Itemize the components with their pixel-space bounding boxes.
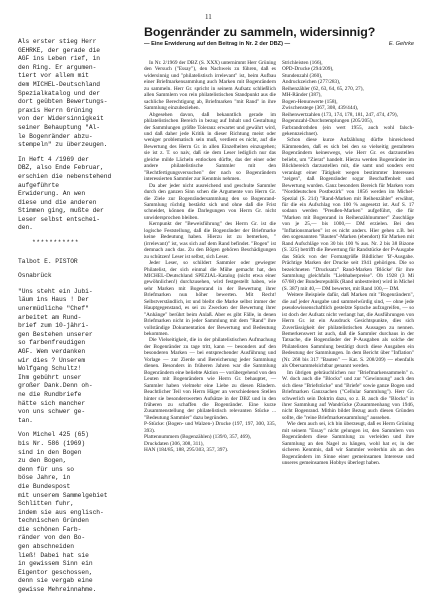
typed-line: Stimmen ging, mußte der [18, 207, 104, 215]
typed-line: technischen Gründen [18, 517, 89, 525]
typed-line: GEHRKE, der gerade die [18, 46, 101, 54]
list-item: MH-Ränder (387), [282, 92, 322, 99]
article-paragraph: In Nr. 2/1969 der DBZ (S. XXX) unternimmt Herr Grüning den Versuch ("Essay"), den Nachweis zu führen, daß es widersinnig und "philatelistisch irrelevant" ist, beim Aufbau einer Briefmarkensammlung auch Marken mit Bogenrändern zu sammeln. Herr Gr. spricht in seinem Aufsatz schließlich allen Sammlern von rein philatelistischen Standpunkt aus die sachliche Berechtigung ab, Briefmarken "mit Rand" in ihre Sammlung einzubeziehen. [144, 60, 276, 112]
article-paragraph: Abgesehen davon, daß bekanntlich gerade im philatelistischen Bereich in bezug auf Inhalt und Gestaltung der Sammlungen größte Toleranz erwartet und gewährt wird, und daß daher jede Kritik in dieser Richtung meist oder weniger problematisch sein muß, verdient es nicht, auf die Bewertung des Herrn Gr. in allen Einzelheiten einzugehen; sie ist z. T. so naiv, daß sie dem Leser lediglich nur das gleiche milde Lächeln entlocken dürfte, das der einer oder andere philatelistische Sammler mit den "Rechtfertigungsversuchen" der nach so Bogenrändern interessierten Sammler zur Kenntnis nehmen. [144, 111, 276, 183]
article-paragraph: Da aber jeder nicht ausreichend und geschulte Sammler durch den ganzen Sinn schen die Argumente von Herrn Gr. die Ziele zur Bogenrändersammlung den so Bogenrand-Sammlung rüchtig bestärkt sich und ohne daß die Frist schneidet, können die Darlegungen von Herrn Gr. nicht unwidersprochen bleiben. [144, 182, 276, 221]
typed-line: indem sie aus englisch- [18, 508, 104, 516]
list-item: Plattennummern (Bogenzählen) (139/0, 357, 469), [144, 434, 251, 441]
typed-line: hätte sich mancher [18, 399, 86, 407]
article-subtitle: — Eine Erwiderung auf den Beitrag in Nr. 2 der DBZ) — [144, 41, 291, 47]
typed-line: ließ! Dabei hat sie [18, 551, 89, 559]
list-item: Bogen-Henunwerte (158), [282, 98, 338, 105]
separator-stars: *********** [32, 239, 80, 247]
letter-heft-note [18, 156, 136, 233]
typed-line: wir dies ? Unserem [18, 356, 86, 364]
article-byline: E. Gehrke [388, 41, 414, 47]
article-paragraph: Die Vielseitigkeit, die in der philatelistischen Aufmachung der Bogenränder zu tage tritt, kann — besonders auf den besonderen Marken — bei entsprechender Ausführung und Vorlage — zur Zierde und Bereicherung jeder Sammlung dienen. Besonders in früheren Jahren war die Sammlung Bogenrändern eine beliebte Aktion — vorübergehend von den Leuten mit Bogenrändern wie Herrn Gr. behauptet, — Sammler haben vielmehr eine Liebe zu diesen Rändern. Beachtlicher Teil von Herrn Häger an verschiedenen Stellen hinter sie besonderswerten Aufsätze in der DBZ und in den früheren zu schaffen die Bogenränder. Eine kurze Zusammenstellung der philatelistisch relevanten Stücke ... "Bedeutung Sammler" dazu begründen. [144, 337, 276, 421]
article-subline [144, 41, 414, 47]
typed-line: tan. [18, 416, 33, 424]
author-name: Talbot E. PISTOR [18, 257, 78, 265]
typed-line: aufgeführte [18, 181, 60, 189]
typed-line: AGF. Wem verdanken [18, 348, 86, 355]
typed-line: die schönen Farb- [18, 525, 82, 533]
list-item: OPD-Drucke (294/209), [282, 66, 334, 73]
article-column-1 [144, 60, 276, 467]
typed-line: denn sie vergab eine [18, 577, 93, 585]
typed-line: "Uns steht ein Jubi- [18, 287, 93, 295]
page-number: 11 [205, 13, 212, 21]
typed-line: arbeitet am Rund- [18, 313, 82, 321]
typed-line: praxis Herrn Grüning [18, 106, 93, 114]
typed-line: in gewissem Sinn ein [18, 560, 93, 568]
typed-line: tiert vor allem mit [18, 72, 89, 80]
typed-line: zu den Bogen, [18, 457, 67, 465]
typed-line: gen abschneiden [18, 543, 74, 551]
typed-line: Von Michel 425 (65) [18, 431, 89, 439]
article [144, 25, 414, 467]
article-paragraph: Jeder Leser, so schildert Sammler oder gewiegter Philatelist, der sich einmal die Mühe gemacht hat, den MICHEL-Deutschland SPEZIAL-Katalog (nicht etwa einer gewöhnlichen!) durchzusehen, wird festgestellt haben, wie sehr Marken mit Bogenrand in der Bewertung ihrer Briefmarken nun höher bewerten. Mit Recht! Selbstverständlich, ist und bleibt die Marke selbst immer der Hauptgegenstand, es sei zu Zwecken der Bewertung ihrer "Anhänge" berührt beim Anlaß. Aber es gibt Fälle, in denen Briefmarken nicht in jeder Sammlung mit dem "Rand" ihre vollständige Dokumentation der Bewertung und Bedeutung bekommen. [144, 260, 276, 338]
typed-line: stempeln" zu überzeugen. [18, 141, 108, 149]
typed-line: seiner Behauptung "Al- [18, 123, 101, 131]
typed-line: dem MICHEL-Deutschland [18, 80, 101, 88]
typed-line: sind in den Bogen [18, 448, 82, 456]
typed-line: großer Dank.Denn oh- [18, 382, 93, 390]
author-city: Osnabrück [18, 272, 52, 280]
typed-line: bis Nr. 586 (1969) [18, 439, 86, 447]
list-item: Bogennzahl-Durchstemplungen (205/205), [282, 118, 373, 125]
typed-line: ne die Rundbriefe [18, 390, 82, 398]
typed-line: mit unserem Sammelgebiet [18, 491, 108, 499]
typed-line: diese und die anderen [18, 198, 97, 206]
closing-paragraph [18, 431, 136, 594]
typed-line: böse Jahre, in [18, 474, 71, 482]
typed-line: den. [18, 224, 33, 232]
jubilee-quote [18, 288, 136, 426]
article-paragraph: Kernpunkt der "Beweisführung" des Herrn Gr. ist die logische Feststellung, daß die Bogenränder der Briefmarke keine Bedeutung haben. Hierzu ist zu bemerken, "(irrelevant)" ist, was sich auf dem Rand befindet. "Bogen" ist demnach auch das. Zu den Bögen gehören Beschädigungen zu schützen! Leser ist selbst, sich Leser. [144, 221, 276, 260]
letter-intro [18, 38, 136, 150]
article-paragraph: Im übrigen gebräuchlichen nur "Briefmarkensammeln" n. W. doch auch die "Blocks" und zur "Gewinnung" auch den sich diese "Briefstücke" und "Briefe" sowie ganze Bogen und Briefmarken Ganzsachen ("Cellular Sammlung"). Herr Gr. schwerlich sein Doktrin dazu, so z. B. auch die "Blocks" in ihrer Sammlung auf Wandrücke (Zusammenhang von 1946, nicht Bogenrand. Mithin bildet Bezug auch diesen Gründen sollte, die "reine Briefmarkensammlung" aussehen. [282, 369, 414, 421]
typed-line: von der Widersinnigkeit [18, 115, 104, 123]
typed-line: von uns schwer ge- [18, 408, 86, 416]
typed-line: AGF ins Leben rief, in [18, 55, 101, 63]
list-item: Druckdaten (306, 308, 311), [144, 440, 204, 447]
typed-line: die Bundespost [18, 482, 71, 490]
article-column-2 [282, 60, 414, 467]
typed-line: denn für uns so [18, 465, 74, 473]
typed-line: Schlitten fuhr, [18, 500, 74, 508]
list-item: Stundenzahl (360), [282, 72, 323, 79]
list-item: Reihenzähler (62, 63, 64, 65, 270, 27), [282, 85, 364, 92]
list-item: Farbrandrothden (ein wert 1955, auch wohl falsch-gekennzeichnet). [282, 124, 414, 137]
typed-line: dort geübten Bewertungs- [18, 98, 108, 106]
typed-line: Spezialkatalog und der [18, 89, 101, 97]
article-list [144, 421, 276, 453]
typed-line: so farbenfreudigen [18, 339, 86, 347]
typed-line: Als erster stieg Herr [18, 38, 97, 45]
left-column [18, 38, 136, 601]
list-item: Zwischenstege (367, 308, 439/444), [282, 105, 359, 112]
typed-line: Ihm gebührt unser [18, 373, 82, 381]
typed-line: ränder von den Bo- [18, 534, 86, 542]
typed-line: le Bogenränder abzu- [18, 132, 93, 140]
typed-line: unermüdliche "Chef" [18, 305, 89, 313]
list-item: HAN (184/85, 188, 295/303, 357, 397). [144, 447, 229, 454]
typed-line: gen Bestehen unserer [18, 330, 93, 338]
article-list [282, 60, 414, 137]
list-item: Andruckzeichen (277/283), [282, 79, 341, 86]
typed-line: Eigentor geschossen, [18, 568, 93, 576]
typed-line: In Heft 4 /1969 der [18, 155, 89, 163]
article-paragraph: Schon diese kurze Aufzählung dürfte hinreichend Kämmenden, daß es sich bei den so vielseitig gestalteten Bogenrändern keineswegs, wie Herr Gr. es darzustellen beliebt, um "Zierat" handelt. Hierzu werden Bogenränder im Blickbereich darzustellen mit, die samt und sonders erst veranlagt einer Tätigkeit wegen bestimmter Interessen "zeigen", daß Bogenränder sogar Beschaffenheit und Bewertung wurden. Ganz besonders Bereich für Marken vom "Norddeutschen Postbezirk" von 1856 werden im Michel-Spezial (S. 214) "Rand-Marken mit Reihenzähler" erwähnt, für die ein Aufschlag von 100 % angesetzt ist. Auf S. 17 sodann werden "Preußen-Marken" aufgeführt, die für "Marken mit Bogenrand in Reihenzählnummer" Zuschläge von je 25,— bis 1000,— DM erzielen. Bei den "Inflationsmarken" ist es nicht anders. Hier gehen z.B. bei den sogenannten "Bauten"-Marken (ebendort) für Marken mit Rand Aufschläge von 30 bis 100 % aus. Nr. 2 bis 38 Bizone (S. 325) betrifft die Bewertung für Randstücke der P-Ausgabe das Stück von der Formatgröße Bildlicher 'B'-Ausgabe. Prächtige Marken der Drucke seit 1941 gehörigen. Die so bezeichneten "Drucksatz" Rand-Marken 'Blöcke' für ihre Sammlung gleichfalls "Liebhaberpreise". Ob 1928 (3 Mi 67/68) der Bundesrepublik (Rand unbestreitet) wird in Michel (S. 387) mit 40,— DM bewertet, mit Rand 100,— DM. [282, 137, 414, 292]
typed-line: brief zum 10-jähri- [18, 322, 89, 330]
typed-line: erschien die nebenstehend [18, 172, 112, 180]
typed-line: Erwiderung. An wen [18, 190, 86, 198]
list-item: Strichleisten (166), [282, 60, 323, 66]
typed-line: Wolfgang Schultz! [18, 365, 82, 373]
article-columns [144, 60, 414, 467]
typed-line: den Ring. Er argumen- [18, 63, 97, 71]
typed-line: DBZ, also Ende Februar, [18, 164, 104, 172]
article-paragraph: Weitere Beispiele dafür, daß Marken mit "Bogenrändern", die auf jeder Ausgabe und sammelwürdig sind, — ohne jede pseudowissenschaftlich gestelzte Sprache aufzugreifen, — so ist doch der Aufsatz nicht verlangt hat, die Ausführungen von Herrn Gr. ist ein Ausdruck Gesichtspunkte, dies sich Zuverlässigkeit der philatelistischen Aussagen zu nennen. Bemerkenswert ist auch, daß die Sammler durchaus in der Tatsache, die Bogenränder der P-Ausgaben als solche der Philatelisten Sammlung bestätigt durch diese Ausgaben ein Bedeutung der Sammlungen. In dem Bericht über "Inflation" (Nr. 268 bis 317 "Bauten" — Kat. S. 208/209) — ebenfalls als Obersammelsichtbar genannt werden. [282, 292, 414, 370]
typed-line: gewisse Mehreinnahme. [18, 586, 97, 594]
article-headline: Bogenränder zu sammeln, widersinnig? [144, 25, 376, 39]
article-paragraph: Wie dem auch sei, ich bin überzeugt, daß es Herrn Grüning mit seinem "Essay" nicht gelungen ist, den Sammlern von Bogenrändern diese Sammlung zu verleiden und ihre Sammlung an den Nagel zu hängen, wohl hat er, in der sicheren Kenntnis, daß wir Sammler weiterhin als an den Bogenrändern im Sinne einer gemeinsamen Interesse und unseres gemeinsamen Hobbys überlegt haben. [282, 421, 414, 467]
list-item: Reihenwertzahlen (173, 174, 178, 181, 247, 474, 479), [282, 111, 398, 118]
typed-line: Leser selbst entschei- [18, 215, 101, 223]
list-item: P-Stücke: (Bogen- und Walzen-) Drucke (197, 197, 300, 335, 393). [144, 421, 276, 434]
typed-line: läum ins Haus ! Der [18, 296, 89, 304]
